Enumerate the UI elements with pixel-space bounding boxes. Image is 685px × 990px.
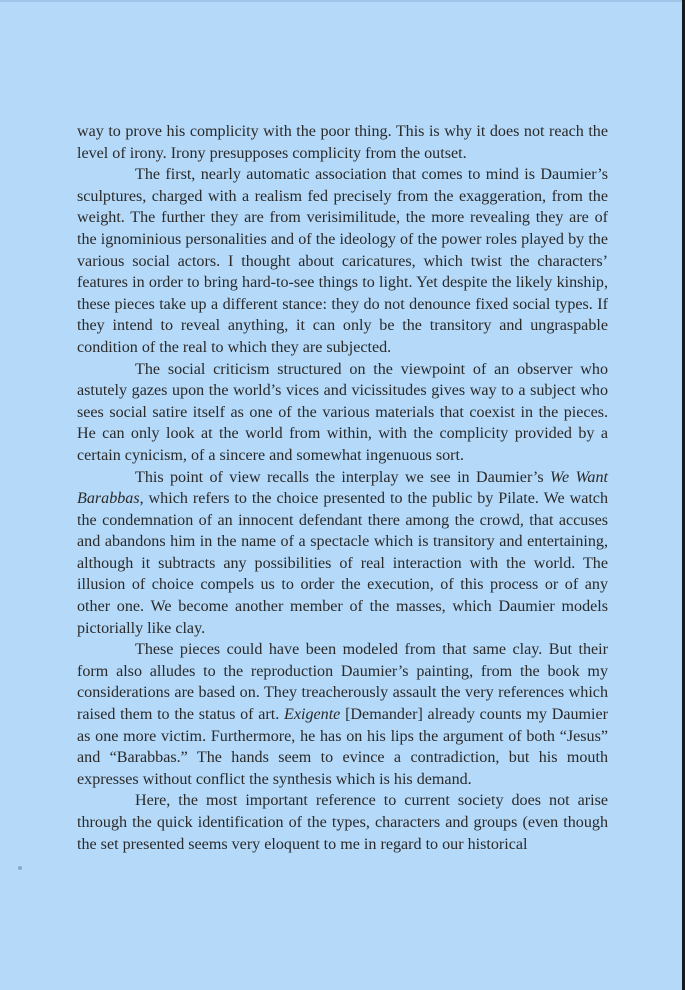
text-segment: This point of view recalls the interplay we see in Daumier’s: [135, 468, 551, 486]
text-segment: The social criticism structured on the viewpoint of an observer who astutely gazes upon the world’s vices and vicissitudes gives way to a subject who sees social satire itself as one of the various materials that coexist in the pieces. He can only look at the world from within, with the complicity provided by a certain cynicism, of a sincere and somewhat ingenuous sort.: [77, 360, 608, 464]
text-segment: [Demander] already counts my Daumier as one more victim. Furthermore, he has on his lips the argument of both “Jesus” and “Barabbas.” The hands seem to evince a contradiction, but his mouth expresses without conflict the synthesis which is his demand.: [77, 706, 609, 788]
paragraph: [77, 164, 608, 358]
text-segment: These pieces could have been modeled from that same clay. But their form also alludes to the reproduction Daumier’s painting, from the book my considerations are based on. They treacherously assault the very references which raised them to the status of art.: [77, 641, 608, 724]
paragraph: [77, 790, 608, 855]
paragraph: [77, 359, 608, 467]
body-text: [77, 121, 608, 855]
text-segment: The first, nearly automatic association that comes to mind is Daumier’s sculptures, charged with a realism fed precisely from the exaggeration, from the weight. The further they are from verisimilitude, the more revealing they are of the ignominious personalities and of the ideology of the power roles played by the various social actors. I thought about caricatures, which twist the characters’ features in order to bring hard-to-see things to light. Yet despite the likely kinship, these pieces take up a different stance: they do not denounce fixed social types. If they intend to reveal anything, it can only be the transitory and ungraspable condition of the real to which they are subjected.: [77, 166, 608, 356]
artwork-title-italic: We Want Barabbas: [77, 468, 608, 508]
scan-top-edge: [0, 0, 685, 2]
paragraph: [77, 467, 608, 640]
paragraph: [77, 639, 608, 790]
paragraph: [77, 121, 608, 164]
scan-speck: [18, 866, 22, 870]
text-segment: Here, the most important reference to current society does not arise through the quick identification of the types, characters and groups (even though the set presented seems very eloquent to me in regard to our historical: [77, 792, 608, 853]
text-segment: way to prove his complicity with the poor thing. This is why it does not reach the level of irony. Irony presupposes complicity from the outset.: [77, 123, 608, 162]
artwork-title-italic: Exigente: [284, 706, 341, 724]
text-segment: , which refers to the choice presented to the public by Pilate. We watch the condemnation of an innocent defendant there among the crowd, that accuses and abandons him in the name of a spectacle which is transitory and entertaining, although it subtracts any possibilities of real interaction with the world. The illusion of choice compels us to order the execution, of this process or of any other one. We become another member of the masses, which Daumier models pictorially like clay.: [77, 490, 608, 637]
